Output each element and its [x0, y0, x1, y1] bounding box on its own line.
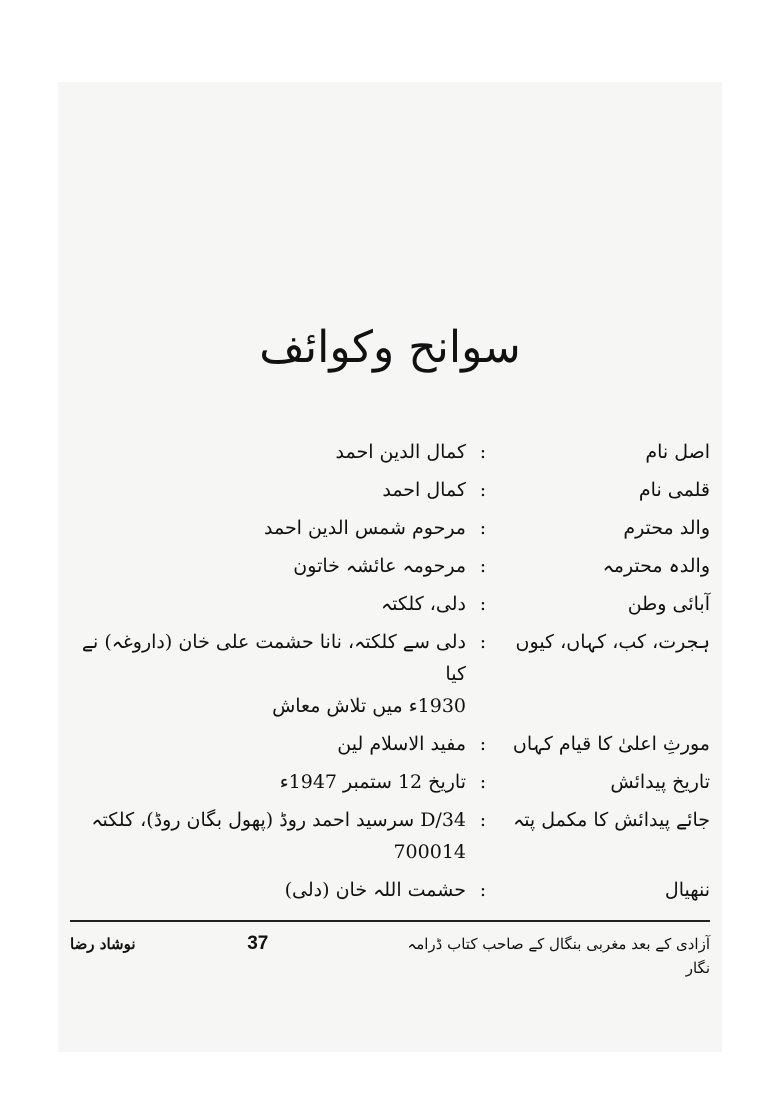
row-value: D/34 سرسید احمد روڈ (پھول بگان روڈ)، کلکتہ 700014 [91, 809, 466, 863]
row-value: مفید الاسلام لین [337, 733, 466, 755]
info-row [70, 550, 710, 582]
row-colon: : [479, 479, 487, 501]
info-row [70, 626, 710, 722]
row-value-continuation: 1930ء میں تلاش معاش [272, 695, 466, 717]
row-label: ہجرت، کب، کہاں، کیوں [515, 631, 710, 653]
row-value: دلی سے کلکتہ، نانا حشمت علی خان (داروغہ) نے کیا [81, 631, 466, 685]
info-row [70, 588, 710, 620]
row-colon: : [479, 593, 487, 615]
row-label: والدہ محترمہ [602, 555, 710, 577]
row-colon: : [479, 733, 487, 755]
page-number: 37 [247, 933, 269, 954]
row-label: تاریخ پیدائش [610, 771, 710, 793]
row-value-group [70, 626, 466, 722]
row-colon: : [479, 771, 487, 793]
row-colon: : [479, 809, 487, 831]
row-colon: : [479, 555, 487, 577]
row-value: کمال الدین احمد [335, 441, 466, 463]
row-colon: : [479, 517, 487, 539]
row-value: حشمت اللہ خان (دلی) [284, 879, 466, 901]
info-row [70, 766, 710, 798]
row-value: تاریخ 12 ستمبر 1947ء [279, 771, 466, 793]
row-label: مورثِ اعلیٰ کا قیام کہاں [512, 733, 710, 755]
row-label: والد محترم [623, 517, 710, 539]
info-row [70, 474, 710, 506]
row-value: مرحوم شمس الدین احمد [263, 517, 466, 539]
row-value: دلی، کلکتہ [381, 593, 466, 615]
footer-author: نوشاد رضا [70, 935, 136, 953]
info-row [70, 874, 710, 906]
row-label: ننھیال [664, 879, 710, 901]
row-colon: : [479, 879, 487, 901]
row-label: قلمی نام [638, 479, 710, 501]
row-label: آبائی وطن [627, 593, 710, 615]
footer-book-title: آزادی کے بعد مغربی بنگال کے صاحب کتاب ڈرامہ نگار [407, 935, 710, 977]
info-row [70, 512, 710, 544]
footer-divider [70, 920, 710, 922]
info-row [70, 728, 710, 760]
biography-list [70, 436, 710, 980]
info-row [70, 436, 710, 468]
row-value: مرحومہ عائشہ خاتون [293, 555, 466, 577]
row-colon: : [479, 631, 487, 653]
page-footer [70, 932, 710, 980]
page-title: سوانح وکوائف [259, 322, 521, 373]
row-colon: : [479, 441, 487, 463]
row-label: جائے پیدائش کا مکمل پتہ [513, 809, 710, 831]
info-row [70, 804, 710, 868]
row-label: اصل نام [645, 441, 710, 463]
row-value: کمال احمد [382, 479, 466, 501]
